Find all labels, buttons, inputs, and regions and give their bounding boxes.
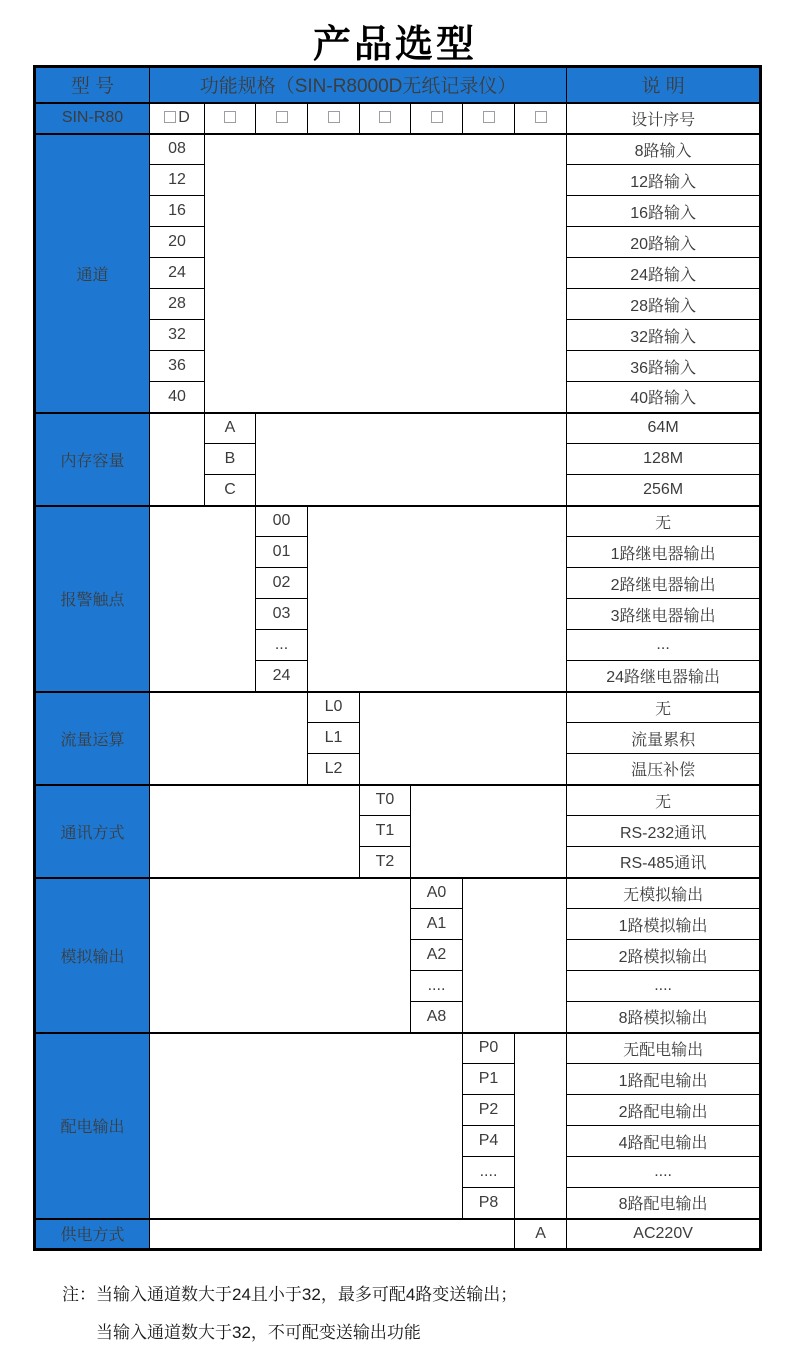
- desc-cell: RS-485通讯: [567, 847, 761, 878]
- code-cell: 32: [150, 320, 205, 351]
- checkbox-icon: [224, 111, 236, 123]
- header-model: 型 号: [35, 67, 150, 103]
- empty-cell: [411, 785, 567, 878]
- code-cell: L1: [308, 723, 360, 754]
- empty-cell: [205, 134, 567, 413]
- code-cell: 08: [150, 134, 205, 165]
- model-row: [35, 103, 761, 134]
- empty-cell: [308, 506, 567, 692]
- desc-cell: 无: [567, 506, 761, 537]
- checkbox-cell: [308, 103, 360, 134]
- empty-cell: [360, 692, 567, 785]
- code-cell: 16: [150, 196, 205, 227]
- checkbox-cell: [463, 103, 515, 134]
- code-cell: A8: [411, 1002, 463, 1033]
- table-row: [35, 878, 761, 909]
- code-cell: ...: [256, 630, 308, 661]
- table-row: [35, 692, 761, 723]
- desc-cell: 8路模拟输出: [567, 1002, 761, 1033]
- table-row: [35, 785, 761, 816]
- checkbox-icon: [328, 111, 340, 123]
- code-cell: T0: [360, 785, 411, 816]
- header-spec: 功能规格（SIN-R8000D无纸记录仪）: [150, 67, 567, 103]
- empty-cell: [256, 413, 567, 506]
- desc-cell: 无模拟输出: [567, 878, 761, 909]
- code-cell: 02: [256, 568, 308, 599]
- checkbox-icon: [535, 111, 547, 123]
- section-label-alarm-contacts: 报警触点: [35, 506, 150, 692]
- code-cell: T1: [360, 816, 411, 847]
- page-title: 产品选型: [312, 24, 477, 66]
- section-label-channels: 通道: [35, 134, 150, 413]
- code-cell: P0: [463, 1033, 515, 1064]
- empty-cell: [150, 413, 205, 506]
- code-cell: C: [205, 475, 256, 506]
- desc-cell: 2路继电器输出: [567, 568, 761, 599]
- code-cell: L2: [308, 754, 360, 785]
- code-cell: P8: [463, 1188, 515, 1219]
- table-row: [35, 506, 761, 537]
- product-selection-table: [33, 65, 762, 1251]
- section-label-power-supply: 供电方式: [35, 1219, 150, 1250]
- desc-cell: 4路配电输出: [567, 1126, 761, 1157]
- empty-cell: [150, 878, 411, 1033]
- desc-cell: 无配电输出: [567, 1033, 761, 1064]
- code-cell: 24: [150, 258, 205, 289]
- code-cell: B: [205, 444, 256, 475]
- table-row: [35, 134, 761, 165]
- desc-cell: 8路输入: [567, 134, 761, 165]
- desc-cell: 1路配电输出: [567, 1064, 761, 1095]
- code-cell: A2: [411, 940, 463, 971]
- table-row: [35, 1033, 761, 1064]
- checkbox-icon: [431, 111, 443, 123]
- code-cell: P1: [463, 1064, 515, 1095]
- code-cell: 12: [150, 165, 205, 196]
- code-cell: L0: [308, 692, 360, 723]
- footnote: [62, 1276, 790, 1352]
- desc-cell: 2路模拟输出: [567, 940, 761, 971]
- checkbox-icon: [164, 111, 176, 123]
- checkbox-cell: [256, 103, 308, 134]
- code-cell: 00: [256, 506, 308, 537]
- footnote-line: 当输入通道数大于32，不可配变送输出功能: [96, 1323, 421, 1342]
- code-cell: 28: [150, 289, 205, 320]
- desc-cell: RS-232通讯: [567, 816, 761, 847]
- table-row: [35, 1219, 761, 1250]
- checkbox-cell: [205, 103, 256, 134]
- code-cell: A: [515, 1219, 567, 1250]
- checkbox-icon: [379, 111, 391, 123]
- code-cell: 03: [256, 599, 308, 630]
- section-label-power-dist-output: 配电输出: [35, 1033, 150, 1219]
- desc-cell: 无: [567, 785, 761, 816]
- design-code-suffix: D: [178, 109, 190, 126]
- desc-cell: 20路输入: [567, 227, 761, 258]
- footnote-prefix: 注：: [62, 1285, 96, 1304]
- desc-cell: ....: [567, 1157, 761, 1188]
- desc-cell: 32路输入: [567, 320, 761, 351]
- code-cell: A0: [411, 878, 463, 909]
- code-cell: 24: [256, 661, 308, 692]
- empty-cell: [463, 878, 567, 1033]
- desc-cell: 1路继电器输出: [567, 537, 761, 568]
- desc-cell: 36路输入: [567, 351, 761, 382]
- section-label-flow-calc: 流量运算: [35, 692, 150, 785]
- section-label-analog-output: 模拟输出: [35, 878, 150, 1033]
- empty-cell: [150, 785, 360, 878]
- code-cell: ....: [463, 1157, 515, 1188]
- desc-cell: 8路配电输出: [567, 1188, 761, 1219]
- code-cell: P2: [463, 1095, 515, 1126]
- empty-cell: [150, 1033, 463, 1219]
- code-cell: A1: [411, 909, 463, 940]
- desc-cell: ....: [567, 971, 761, 1002]
- code-cell: P4: [463, 1126, 515, 1157]
- code-cell: ....: [411, 971, 463, 1002]
- checkbox-cell: [515, 103, 567, 134]
- desc-cell: 256M: [567, 475, 761, 506]
- checkbox-icon: [483, 111, 495, 123]
- empty-cell: [150, 692, 308, 785]
- desc-cell: 24路输入: [567, 258, 761, 289]
- footnote-lines: [96, 1276, 517, 1352]
- footnote-line: 当输入通道数大于24且小于32，最多可配4路变送输出；: [96, 1285, 518, 1304]
- desc-cell: 设计序号: [567, 103, 761, 134]
- desc-cell: 128M: [567, 444, 761, 475]
- desc-cell: 12路输入: [567, 165, 761, 196]
- desc-cell: 28路输入: [567, 289, 761, 320]
- desc-cell: AC220V: [567, 1219, 761, 1250]
- empty-cell: [515, 1033, 567, 1219]
- checkbox-cell: [360, 103, 411, 134]
- code-cell: 36: [150, 351, 205, 382]
- desc-cell: 64M: [567, 413, 761, 444]
- code-cell: T2: [360, 847, 411, 878]
- section-label-memory: 内存容量: [35, 413, 150, 506]
- desc-cell: 24路继电器输出: [567, 661, 761, 692]
- checkbox-cell: [411, 103, 463, 134]
- desc-cell: 温压补偿: [567, 754, 761, 785]
- section-label-communication: 通讯方式: [35, 785, 150, 878]
- header-desc: 说 明: [567, 67, 761, 103]
- desc-cell: 40路输入: [567, 382, 761, 413]
- design-code-cell: [150, 103, 205, 134]
- desc-cell: 16路输入: [567, 196, 761, 227]
- desc-cell: 3路继电器输出: [567, 599, 761, 630]
- code-cell: 40: [150, 382, 205, 413]
- code-cell: 01: [256, 537, 308, 568]
- model-name-cell: SIN-R80: [35, 103, 150, 134]
- table-row: [35, 413, 761, 444]
- empty-cell: [150, 506, 256, 692]
- desc-cell: ...: [567, 630, 761, 661]
- checkbox-icon: [276, 111, 288, 123]
- table-header-row: [35, 67, 761, 103]
- desc-cell: 1路模拟输出: [567, 909, 761, 940]
- desc-cell: 无: [567, 692, 761, 723]
- desc-cell: 流量累积: [567, 723, 761, 754]
- code-cell: A: [205, 413, 256, 444]
- empty-cell: [150, 1219, 515, 1250]
- desc-cell: 2路配电输出: [567, 1095, 761, 1126]
- code-cell: 20: [150, 227, 205, 258]
